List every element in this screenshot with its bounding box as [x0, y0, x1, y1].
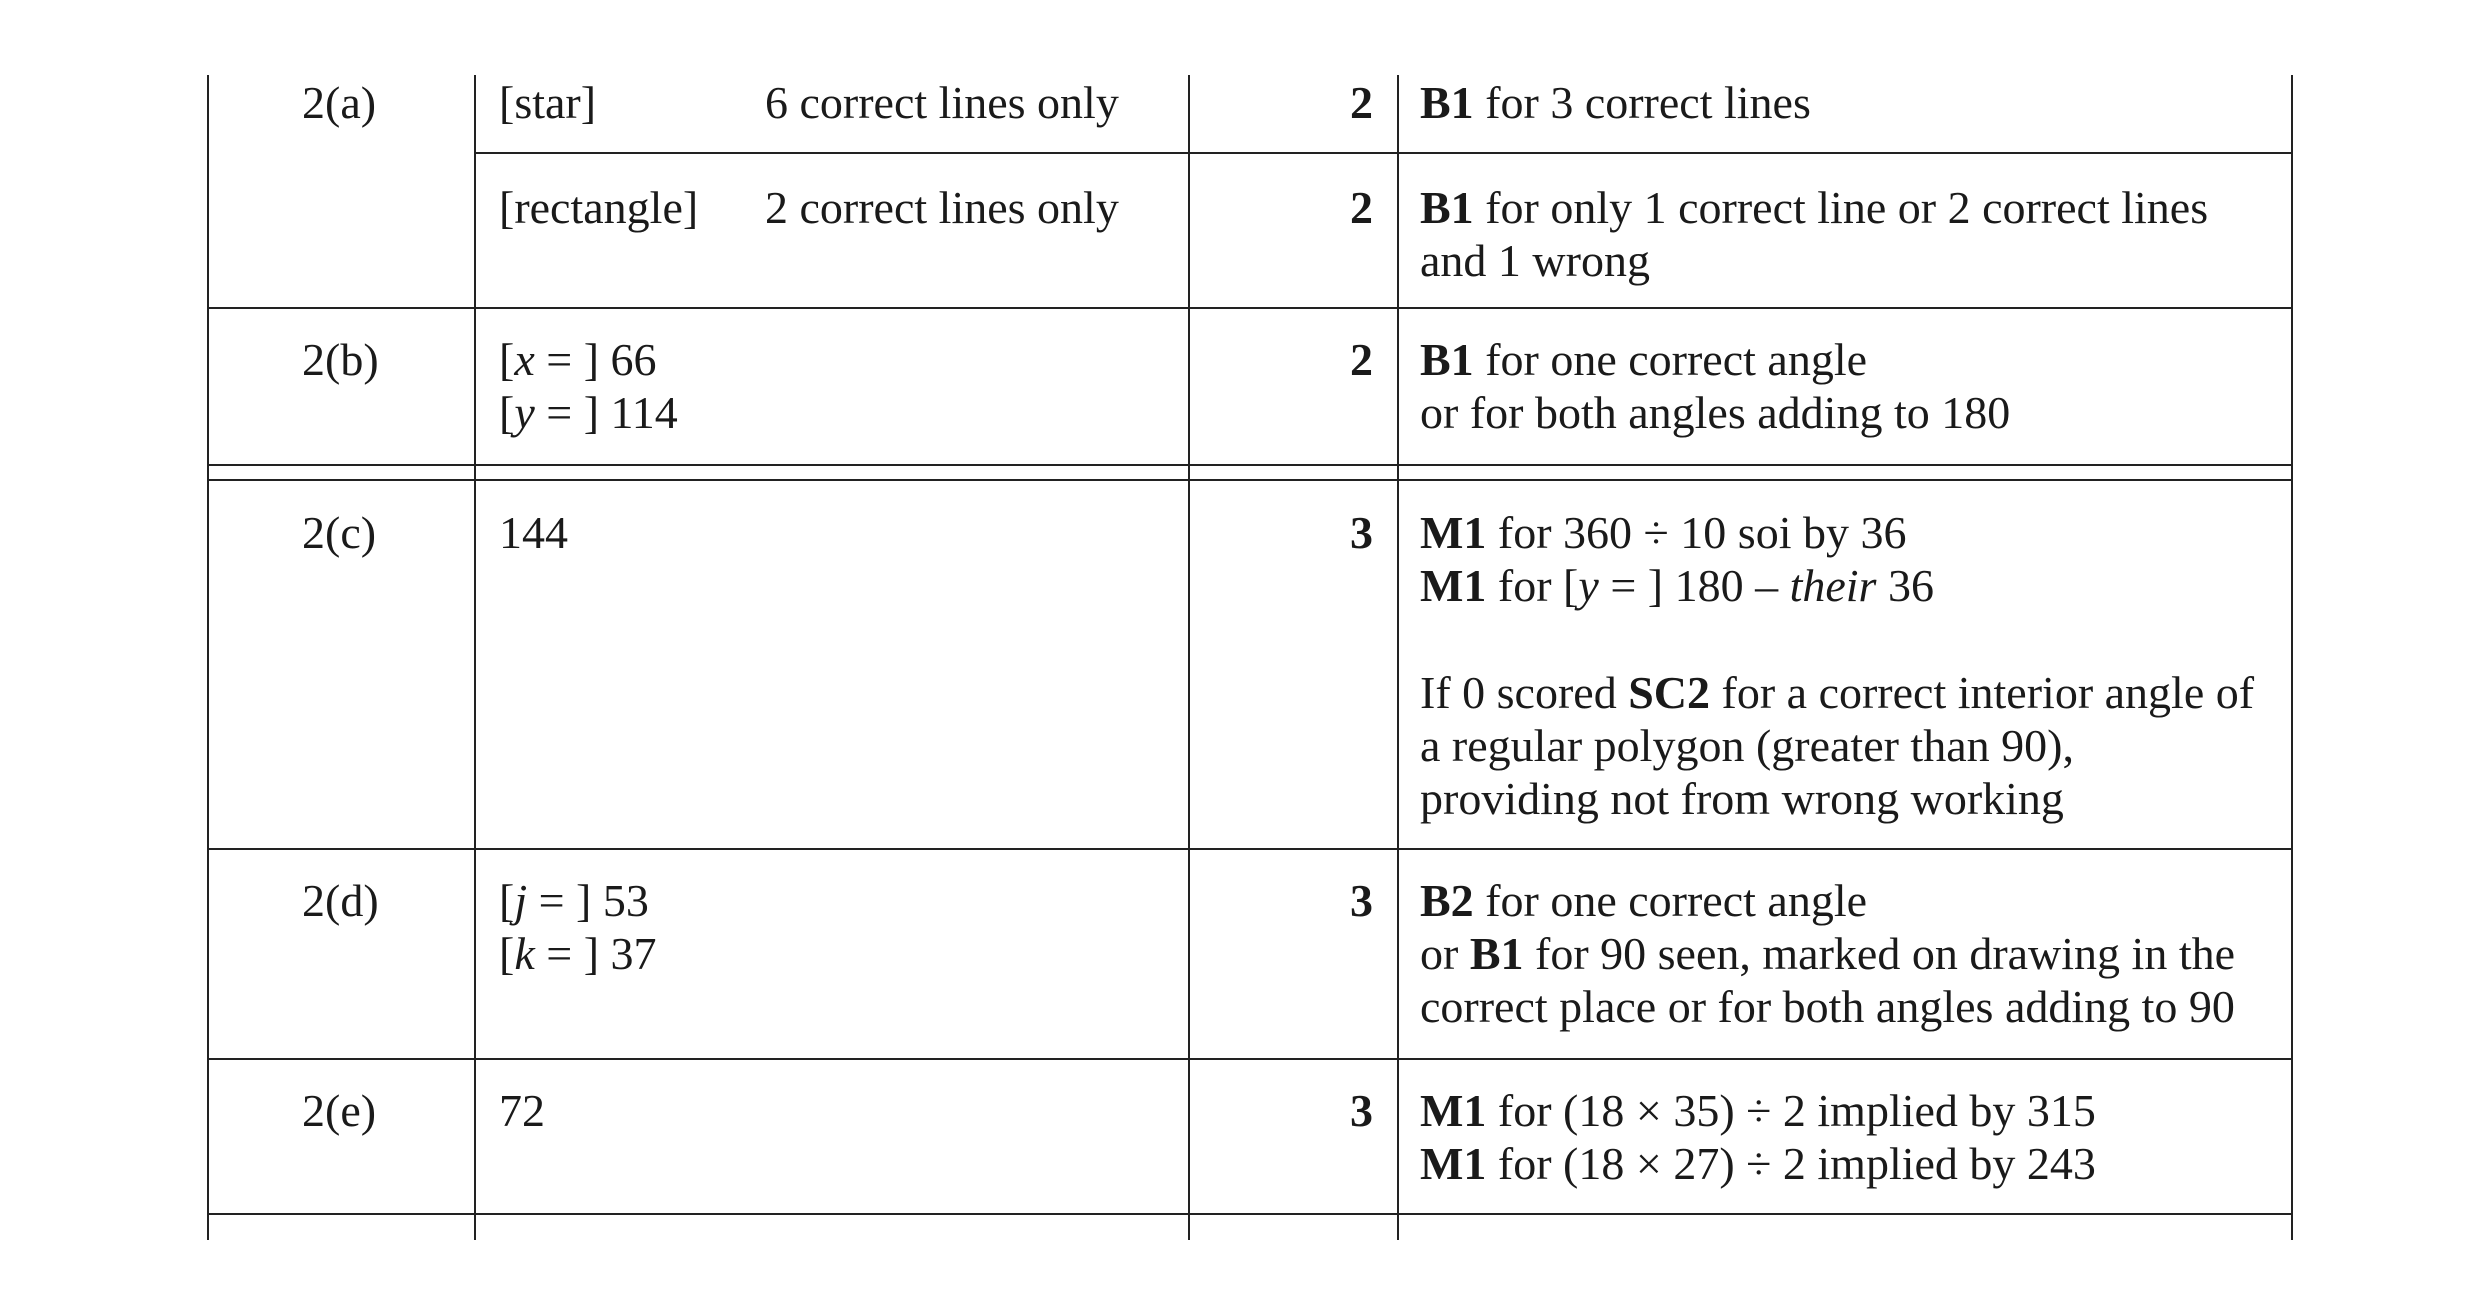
- mark-code: M1: [1420, 507, 1487, 558]
- answer-line: [499, 927, 657, 980]
- mark-code: M1: [1420, 1085, 1487, 1136]
- question-number: 2(d): [302, 875, 379, 926]
- column-divider-guidance: [1397, 75, 1399, 1240]
- guidance-text: for 3 correct lines: [1473, 77, 1811, 128]
- answer-value: = ] 114: [534, 387, 678, 438]
- row-divider-b-c-top: [207, 464, 2293, 466]
- mark-code: M1: [1420, 1138, 1487, 1189]
- variable: y: [514, 387, 535, 438]
- mark-code: B1: [1420, 182, 1474, 233]
- variable: k: [514, 928, 535, 979]
- answer-value: = ] 53: [527, 875, 649, 926]
- answer-line: [499, 874, 649, 927]
- guidance-line: [1420, 333, 1867, 386]
- guidance-line: [1420, 1137, 2096, 1190]
- row-divider-b-c-bottom: [207, 479, 2293, 481]
- row-divider-a-b: [207, 307, 2293, 309]
- table-border-left: [207, 75, 209, 1240]
- guidance-text: or: [1420, 928, 1470, 979]
- guidance-line: providing not from wrong working: [1420, 773, 2064, 824]
- mark-code: B1: [1469, 928, 1524, 979]
- guidance-text: for one correct angle: [1473, 334, 1868, 385]
- guidance-text: for [: [1486, 560, 1579, 611]
- question-number: 2(c): [302, 507, 377, 558]
- question-number: 2(b): [302, 334, 379, 385]
- mark-code: SC2: [1628, 667, 1711, 718]
- guidance-line: [1420, 181, 2208, 234]
- answer-text: 2 correct lines only: [765, 182, 1119, 233]
- mark-code: B2: [1420, 875, 1474, 926]
- mark-code: M1: [1420, 560, 1487, 611]
- marks-value: 3: [1350, 507, 1373, 558]
- answer-item: [star]: [499, 77, 597, 128]
- answer-line: [499, 386, 678, 439]
- column-divider-answer: [474, 75, 476, 1240]
- guidance-line: [1420, 874, 1867, 927]
- guidance-line: [1420, 927, 2235, 980]
- row-divider-a-inner: [474, 152, 2293, 154]
- column-divider-marks: [1188, 75, 1190, 1240]
- answer-value: = ] 66: [534, 334, 657, 385]
- answer-value: = ] 37: [534, 928, 657, 979]
- guidance-line: a regular polygon (greater than 90),: [1420, 720, 2074, 771]
- marks-value: 3: [1350, 1085, 1373, 1136]
- table-border-right: [2291, 75, 2293, 1240]
- guidance-text: for (18 × 35) ÷ 2 implied by 315: [1486, 1085, 2096, 1136]
- question-number: 2(a): [302, 77, 377, 128]
- guidance-text: for 90 seen, marked on drawing in the: [1523, 928, 2236, 979]
- answer-text: 6 correct lines only: [765, 77, 1119, 128]
- guidance-emphasis: their: [1789, 560, 1877, 611]
- bracket: [: [499, 875, 515, 926]
- guidance-text: for 360 ÷ 10 soi by 36: [1486, 507, 1907, 558]
- marks-value: 3: [1350, 875, 1373, 926]
- guidance-line: and 1 wrong: [1420, 235, 1650, 286]
- guidance-line: [1420, 559, 1934, 612]
- guidance-text: If 0 scored: [1420, 667, 1629, 718]
- answer-value: 72: [499, 1085, 545, 1136]
- variable: x: [514, 334, 535, 385]
- guidance-line: correct place or for both angles adding to 90: [1420, 981, 2235, 1032]
- guidance-text: = ] 180 –: [1598, 560, 1790, 611]
- bracket: [: [499, 928, 515, 979]
- guidance-line: [1420, 666, 2254, 719]
- guidance-text: for only 1 correct line or 2 correct lines: [1473, 182, 2209, 233]
- guidance-text: for (18 × 27) ÷ 2 implied by 243: [1486, 1138, 2096, 1189]
- guidance-text: 36: [1876, 560, 1934, 611]
- guidance-line: [1420, 506, 1907, 559]
- mark-code: B1: [1420, 334, 1474, 385]
- guidance-line: [1420, 76, 1811, 129]
- answer-item: [rectangle]: [499, 182, 699, 233]
- marks-value: 2: [1350, 182, 1373, 233]
- marks-value: 2: [1350, 334, 1373, 385]
- guidance-line: [1420, 1084, 2096, 1137]
- variable: j: [514, 875, 528, 926]
- mark-code: B1: [1420, 77, 1474, 128]
- guidance-line: or for both angles adding to 180: [1420, 387, 2011, 438]
- row-divider-e-bottom: [207, 1213, 2293, 1215]
- guidance-text: for one correct angle: [1473, 875, 1868, 926]
- row-divider-d-e: [207, 1058, 2293, 1060]
- marks-value: 2: [1350, 77, 1373, 128]
- guidance-text: for a correct interior angle of: [1710, 667, 2255, 718]
- bracket: [: [499, 387, 515, 438]
- answer-value: 144: [499, 507, 568, 558]
- variable: y: [1578, 560, 1599, 611]
- row-divider-c-d: [207, 848, 2293, 850]
- answer-line: [499, 333, 657, 386]
- bracket: [: [499, 334, 515, 385]
- question-number: 2(e): [302, 1085, 377, 1136]
